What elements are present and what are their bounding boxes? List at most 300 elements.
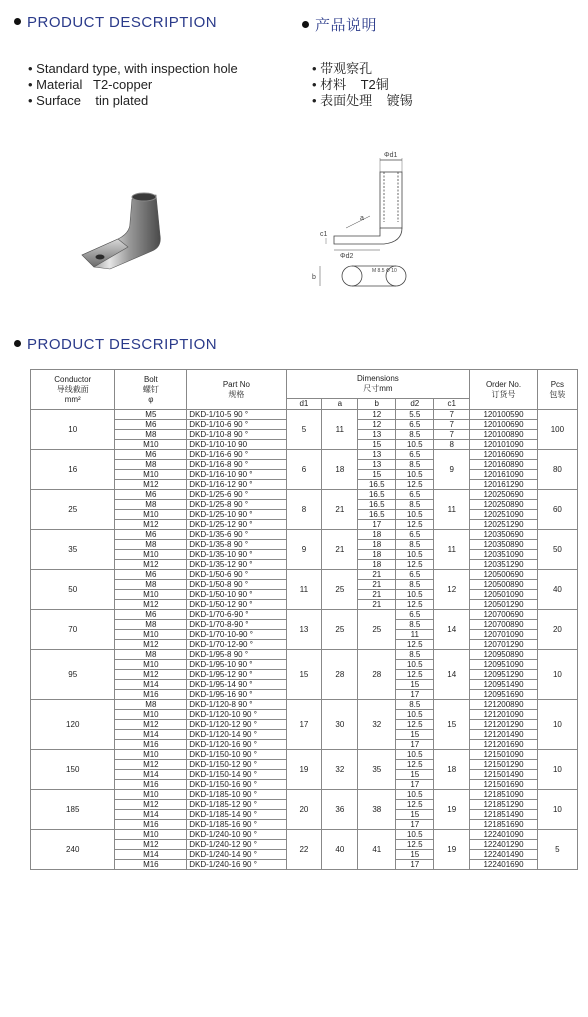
cell-bolt: M6: [115, 490, 187, 500]
cell-b: 21: [358, 570, 396, 580]
table-group: [31, 650, 578, 700]
cell-b: 15: [358, 440, 396, 450]
cell-bolt: M8: [115, 620, 187, 630]
header-a: a: [322, 399, 358, 410]
header-c1: c1: [434, 399, 470, 410]
cell-order-no: 121501690: [470, 780, 538, 790]
cell-order-no: 120951090: [470, 660, 538, 670]
cell-conductor-size: 240: [31, 830, 115, 870]
cell-a: 18: [322, 450, 358, 490]
cell-d2: 10.5: [396, 830, 434, 840]
cell-c1: 11: [434, 490, 470, 530]
cell-d2: 15: [396, 810, 434, 820]
cell-bolt: M12: [115, 640, 187, 650]
cell-d2: 6.5: [396, 450, 434, 460]
cell-b: 15: [358, 470, 396, 480]
cell-d1: 20: [286, 790, 322, 830]
cell-c1: 18: [434, 750, 470, 790]
cell-bolt: M8: [115, 500, 187, 510]
cell-b: 13: [358, 450, 396, 460]
table-section-title: PRODUCT DESCRIPTION: [14, 336, 217, 353]
cell-part-no: DKD-1/10-8 90 °: [187, 430, 286, 440]
cell-d2: 10.5: [396, 710, 434, 720]
drawing-label-d2: Φd2: [340, 253, 354, 260]
cell-order-no: 121851690: [470, 820, 538, 830]
cell-c1: 15: [434, 700, 470, 750]
cell-order-no: 121201690: [470, 740, 538, 750]
feature-list-en: [28, 61, 238, 109]
cell-b: 17: [358, 520, 396, 530]
table-group: [31, 570, 578, 610]
table-group: [31, 830, 578, 870]
header-dimensions: Dimensions 尺寸mm: [286, 370, 470, 399]
cell-bolt: M10: [115, 710, 187, 720]
cell-d2: 15: [396, 850, 434, 860]
cell-bolt: M10: [115, 590, 187, 600]
table-row: [31, 700, 578, 710]
cell-order-no: 120350890: [470, 540, 538, 550]
cell-c1: 7: [434, 420, 470, 430]
cell-part-no: DKD-1/10-5 90 °: [187, 410, 286, 420]
cell-d2: 8.5: [396, 460, 434, 470]
header-bolt: Bolt 螺钉 φ: [115, 370, 187, 410]
cell-c1: 19: [434, 790, 470, 830]
cell-d1: 5: [286, 410, 322, 450]
cell-conductor-size: 120: [31, 700, 115, 750]
cell-b: 25: [358, 610, 396, 650]
header-conductor: Conductor 导线截面 mm²: [31, 370, 115, 410]
cell-order-no: 121501090: [470, 750, 538, 760]
cell-bolt: M8: [115, 700, 187, 710]
cell-part-no: DKD-1/35-6 90 °: [187, 530, 286, 540]
cell-d2: 12.5: [396, 640, 434, 650]
technical-drawing: [300, 150, 420, 295]
cell-order-no: 121851490: [470, 810, 538, 820]
table-group: [31, 700, 578, 750]
cell-d1: 13: [286, 610, 322, 650]
cell-part-no: DKD-1/50-12 90 °: [187, 600, 286, 610]
cell-b: 16.5: [358, 490, 396, 500]
cell-bolt: M14: [115, 770, 187, 780]
cell-order-no: 122401490: [470, 850, 538, 860]
cell-bolt: M10: [115, 510, 187, 520]
cell-conductor-size: 185: [31, 790, 115, 830]
table-group: [31, 410, 578, 450]
cell-order-no: 121201490: [470, 730, 538, 740]
cell-part-no: DKD-1/25-12 90 °: [187, 520, 286, 530]
cell-d2: 17: [396, 740, 434, 750]
bullet-dot: [14, 340, 21, 347]
cell-d1: 15: [286, 650, 322, 700]
cell-bolt: M10: [115, 630, 187, 640]
cell-part-no: DKD-1/120-12 90 °: [187, 720, 286, 730]
cell-bolt: M8: [115, 540, 187, 550]
cell-order-no: 120160690: [470, 450, 538, 460]
cell-bolt: M10: [115, 470, 187, 480]
cell-d2: 17: [396, 860, 434, 870]
cell-bolt: M6: [115, 450, 187, 460]
cell-c1: 8: [434, 440, 470, 450]
cell-d2: 8.5: [396, 650, 434, 660]
cell-b: 16.5: [358, 480, 396, 490]
table-row: [31, 410, 578, 420]
cell-d2: 12.5: [396, 670, 434, 680]
cell-part-no: DKD-1/95-12 90 °: [187, 670, 286, 680]
cell-order-no: 121201290: [470, 720, 538, 730]
cell-c1: 9: [434, 450, 470, 490]
cell-order-no: 120350690: [470, 530, 538, 540]
spec-table: [30, 369, 578, 870]
cell-order-no: 120701090: [470, 630, 538, 640]
cell-bolt: M10: [115, 660, 187, 670]
cell-part-no: DKD-1/16-6 90 °: [187, 450, 286, 460]
cell-part-no: DKD-1/16-10 90 °: [187, 470, 286, 480]
table-row: [31, 490, 578, 500]
cell-bolt: M12: [115, 800, 187, 810]
cell-b: 21: [358, 600, 396, 610]
cell-part-no: DKD-1/10-10 90: [187, 440, 286, 450]
cell-order-no: 120160890: [470, 460, 538, 470]
cell-part-no: DKD-1/10-6 90 °: [187, 420, 286, 430]
cell-d1: 19: [286, 750, 322, 790]
cell-order-no: 121501290: [470, 760, 538, 770]
cell-order-no: 120500890: [470, 580, 538, 590]
cell-d2: 12.5: [396, 560, 434, 570]
cell-pcs: 60: [537, 490, 577, 530]
cell-d2: 15: [396, 770, 434, 780]
cell-conductor-size: 95: [31, 650, 115, 700]
cell-conductor-size: 25: [31, 490, 115, 530]
table-row: [31, 570, 578, 580]
cell-order-no: 120161290: [470, 480, 538, 490]
cell-order-no: 122401690: [470, 860, 538, 870]
cell-c1: 11: [434, 530, 470, 570]
cell-order-no: 120251290: [470, 520, 538, 530]
cell-d2: 12.5: [396, 840, 434, 850]
cell-bolt: M8: [115, 460, 187, 470]
cell-part-no: DKD-1/120-10 90 °: [187, 710, 286, 720]
cell-bolt: M8: [115, 650, 187, 660]
cell-a: 21: [322, 530, 358, 570]
cell-d2: 17: [396, 690, 434, 700]
cell-d2: 15: [396, 680, 434, 690]
cell-conductor-size: 150: [31, 750, 115, 790]
cell-d2: 6.5: [396, 490, 434, 500]
cell-part-no: DKD-1/70-8-90 °: [187, 620, 286, 630]
cell-order-no: 120500690: [470, 570, 538, 580]
cell-bolt: M10: [115, 750, 187, 760]
table-row: [31, 450, 578, 460]
cell-b: 13: [358, 430, 396, 440]
cell-c1: 14: [434, 610, 470, 650]
cell-part-no: DKD-1/120-8 90 °: [187, 700, 286, 710]
cell-order-no: 120701290: [470, 640, 538, 650]
cell-part-no: DKD-1/95-8 90 °: [187, 650, 286, 660]
cell-a: 40: [322, 830, 358, 870]
cell-c1: 19: [434, 830, 470, 870]
cell-conductor-size: 16: [31, 450, 115, 490]
cell-bolt: M12: [115, 760, 187, 770]
cell-d2: 8.5: [396, 580, 434, 590]
cell-order-no: 120501290: [470, 600, 538, 610]
cell-bolt: M14: [115, 730, 187, 740]
feature-item: • 表面处理 镀锡: [312, 93, 413, 108]
cell-part-no: DKD-1/240-16 90 °: [187, 860, 286, 870]
cell-d2: 10.5: [396, 550, 434, 560]
cell-b: 35: [358, 750, 396, 790]
cell-order-no: 120251090: [470, 510, 538, 520]
table-row: [31, 830, 578, 840]
cell-part-no: DKD-1/185-10 90 °: [187, 790, 286, 800]
cell-d2: 6.5: [396, 610, 434, 620]
drawing-label-b: b: [312, 274, 316, 281]
cell-b: 38: [358, 790, 396, 830]
cell-order-no: 120100690: [470, 420, 538, 430]
cell-part-no: DKD-1/120-14 90 °: [187, 730, 286, 740]
header-b: b: [358, 399, 396, 410]
cell-part-no: DKD-1/95-16 90 °: [187, 690, 286, 700]
cell-part-no: DKD-1/25-8 90 °: [187, 500, 286, 510]
cell-a: 11: [322, 410, 358, 450]
cell-pcs: 50: [537, 530, 577, 570]
cell-bolt: M16: [115, 860, 187, 870]
cell-b: 21: [358, 580, 396, 590]
cell-conductor-size: 10: [31, 410, 115, 450]
cell-part-no: DKD-1/50-10 90 °: [187, 590, 286, 600]
table-group: [31, 790, 578, 830]
cell-b: 16.5: [358, 510, 396, 520]
cell-d2: 12.5: [396, 800, 434, 810]
cell-d2: 12.5: [396, 720, 434, 730]
cell-b: 32: [358, 700, 396, 750]
cell-b: 18: [358, 550, 396, 560]
drawing-label-d1: Φd1: [384, 152, 398, 159]
cell-d1: 6: [286, 450, 322, 490]
cell-bolt: M14: [115, 810, 187, 820]
cell-part-no: DKD-1/35-12 90 °: [187, 560, 286, 570]
cell-bolt: M12: [115, 520, 187, 530]
cell-bolt: M16: [115, 780, 187, 790]
drawing-label-mark: M 8.5 Φ 10: [372, 268, 397, 274]
cell-b: 12: [358, 410, 396, 420]
cell-pcs: 10: [537, 650, 577, 700]
cell-pcs: 40: [537, 570, 577, 610]
cell-d2: 10.5: [396, 440, 434, 450]
cell-order-no: 121851290: [470, 800, 538, 810]
table-group: [31, 450, 578, 490]
cell-bolt: M10: [115, 790, 187, 800]
cell-pcs: 10: [537, 790, 577, 830]
cell-a: 36: [322, 790, 358, 830]
cell-order-no: 120700690: [470, 610, 538, 620]
cell-part-no: DKD-1/95-10 90 °: [187, 660, 286, 670]
cell-pcs: 100: [537, 410, 577, 450]
feature-item: • Standard type, with inspection hole: [28, 61, 238, 76]
cell-order-no: 120951290: [470, 670, 538, 680]
header-d1: d1: [286, 399, 322, 410]
cell-conductor-size: 50: [31, 570, 115, 610]
cell-d2: 8.5: [396, 430, 434, 440]
cell-a: 21: [322, 490, 358, 530]
cell-bolt: M16: [115, 820, 187, 830]
cell-b: 41: [358, 830, 396, 870]
cell-order-no: 122401090: [470, 830, 538, 840]
cell-bolt: M12: [115, 840, 187, 850]
cell-part-no: DKD-1/35-8 90 °: [187, 540, 286, 550]
cell-b: 18: [358, 530, 396, 540]
cell-bolt: M10: [115, 550, 187, 560]
cell-pcs: 80: [537, 450, 577, 490]
cell-d2: 17: [396, 780, 434, 790]
cell-bolt: M6: [115, 610, 187, 620]
cell-part-no: DKD-1/25-6 90 °: [187, 490, 286, 500]
cell-a: 30: [322, 700, 358, 750]
cell-part-no: DKD-1/16-8 90 °: [187, 460, 286, 470]
cell-a: 32: [322, 750, 358, 790]
cell-conductor-size: 35: [31, 530, 115, 570]
cell-part-no: DKD-1/150-14 90 °: [187, 770, 286, 780]
cell-d2: 8.5: [396, 620, 434, 630]
table-row: [31, 530, 578, 540]
cell-a: 25: [322, 570, 358, 610]
cell-d1: 22: [286, 830, 322, 870]
drawing-label-a: a: [360, 215, 364, 222]
cell-pcs: 10: [537, 700, 577, 750]
cell-bolt: M10: [115, 440, 187, 450]
feature-item: • 材料 T2铜: [312, 77, 389, 92]
cell-b: 28: [358, 650, 396, 700]
cell-b: 18: [358, 540, 396, 550]
cell-part-no: DKD-1/120-16 90 °: [187, 740, 286, 750]
cell-order-no: 121201090: [470, 710, 538, 720]
cell-d2: 15: [396, 730, 434, 740]
cell-bolt: M10: [115, 830, 187, 840]
cell-a: 25: [322, 610, 358, 650]
cell-order-no: 120100590: [470, 410, 538, 420]
cell-c1: 12: [434, 570, 470, 610]
cell-b: 21: [358, 590, 396, 600]
cell-d2: 12.5: [396, 760, 434, 770]
cell-part-no: DKD-1/185-16 90 °: [187, 820, 286, 830]
header-part-no: Part No 规格: [187, 370, 286, 410]
cell-order-no: 120501090: [470, 590, 538, 600]
cell-d2: 10.5: [396, 590, 434, 600]
cell-bolt: M12: [115, 720, 187, 730]
table-row: [31, 610, 578, 620]
cell-d1: 9: [286, 530, 322, 570]
bullet-dot: [14, 18, 21, 25]
section-title-cn: 产品说明: [302, 14, 377, 35]
cell-d1: 17: [286, 700, 322, 750]
cell-c1: 14: [434, 650, 470, 700]
cell-order-no: 120951690: [470, 690, 538, 700]
cell-bolt: M16: [115, 740, 187, 750]
cell-bolt: M14: [115, 680, 187, 690]
cell-d1: 11: [286, 570, 322, 610]
cell-order-no: 120951490: [470, 680, 538, 690]
cell-pcs: 10: [537, 750, 577, 790]
cell-part-no: DKD-1/150-12 90 °: [187, 760, 286, 770]
cell-d2: 6.5: [396, 570, 434, 580]
cell-c1: 7: [434, 430, 470, 440]
cell-order-no: 120250690: [470, 490, 538, 500]
table-group: [31, 530, 578, 570]
cell-bolt: M12: [115, 560, 187, 570]
cell-d2: 10.5: [396, 790, 434, 800]
cell-part-no: DKD-1/185-14 90 °: [187, 810, 286, 820]
cell-d2: 10.5: [396, 510, 434, 520]
cell-order-no: 120161090: [470, 470, 538, 480]
table-row: [31, 790, 578, 800]
cell-d2: 11: [396, 630, 434, 640]
cell-b: 16.5: [358, 500, 396, 510]
drawing-label-c1: c1: [320, 231, 328, 238]
cell-order-no: 120351290: [470, 560, 538, 570]
cell-bolt: M14: [115, 850, 187, 860]
cell-d2: 10.5: [396, 660, 434, 670]
cell-bolt: M5: [115, 410, 187, 420]
cell-bolt: M6: [115, 570, 187, 580]
feature-item: • Surface tin plated: [28, 93, 149, 108]
cell-part-no: DKD-1/150-16 90 °: [187, 780, 286, 790]
cell-conductor-size: 70: [31, 610, 115, 650]
cell-bolt: M8: [115, 430, 187, 440]
cell-part-no: DKD-1/240-12 90 °: [187, 840, 286, 850]
cell-part-no: DKD-1/185-12 90 °: [187, 800, 286, 810]
cell-b: 13: [358, 460, 396, 470]
cell-part-no: DKD-1/70-10-90 °: [187, 630, 286, 640]
cell-b: 18: [358, 560, 396, 570]
cell-a: 28: [322, 650, 358, 700]
cell-bolt: M12: [115, 600, 187, 610]
table-group: [31, 490, 578, 530]
cell-part-no: DKD-1/35-10 90 °: [187, 550, 286, 560]
cell-d2: 10.5: [396, 470, 434, 480]
cell-c1: 7: [434, 410, 470, 420]
table-row: [31, 750, 578, 760]
header-pcs: Pcs 包装: [537, 370, 577, 410]
cell-part-no: DKD-1/16-12 90 °: [187, 480, 286, 490]
table-row: [31, 650, 578, 660]
cell-d2: 10.5: [396, 750, 434, 760]
cell-d2: 5.5: [396, 410, 434, 420]
cell-d2: 12.5: [396, 520, 434, 530]
cell-d2: 8.5: [396, 540, 434, 550]
cell-bolt: M6: [115, 420, 187, 430]
cell-bolt: M6: [115, 530, 187, 540]
feature-item: • 带观察孔: [312, 61, 373, 76]
cell-part-no: DKD-1/240-10 90 °: [187, 830, 286, 840]
cell-d2: 17: [396, 820, 434, 830]
cell-bolt: M16: [115, 690, 187, 700]
cell-part-no: DKD-1/70-12-90 °: [187, 640, 286, 650]
cell-order-no: 121851090: [470, 790, 538, 800]
cell-part-no: DKD-1/50-8 90 °: [187, 580, 286, 590]
cell-part-no: DKD-1/25-10 90 °: [187, 510, 286, 520]
header-order-no: Order No. 订货号: [470, 370, 538, 410]
table-group: [31, 750, 578, 790]
cell-pcs: 20: [537, 610, 577, 650]
cell-order-no: 121200890: [470, 700, 538, 710]
cell-bolt: M12: [115, 670, 187, 680]
cell-order-no: 120351090: [470, 550, 538, 560]
cell-bolt: M12: [115, 480, 187, 490]
cell-d2: 8.5: [396, 500, 434, 510]
cell-d2: 8.5: [396, 700, 434, 710]
table-group: [31, 610, 578, 650]
cell-d2: 12.5: [396, 480, 434, 490]
cell-order-no: 120950890: [470, 650, 538, 660]
